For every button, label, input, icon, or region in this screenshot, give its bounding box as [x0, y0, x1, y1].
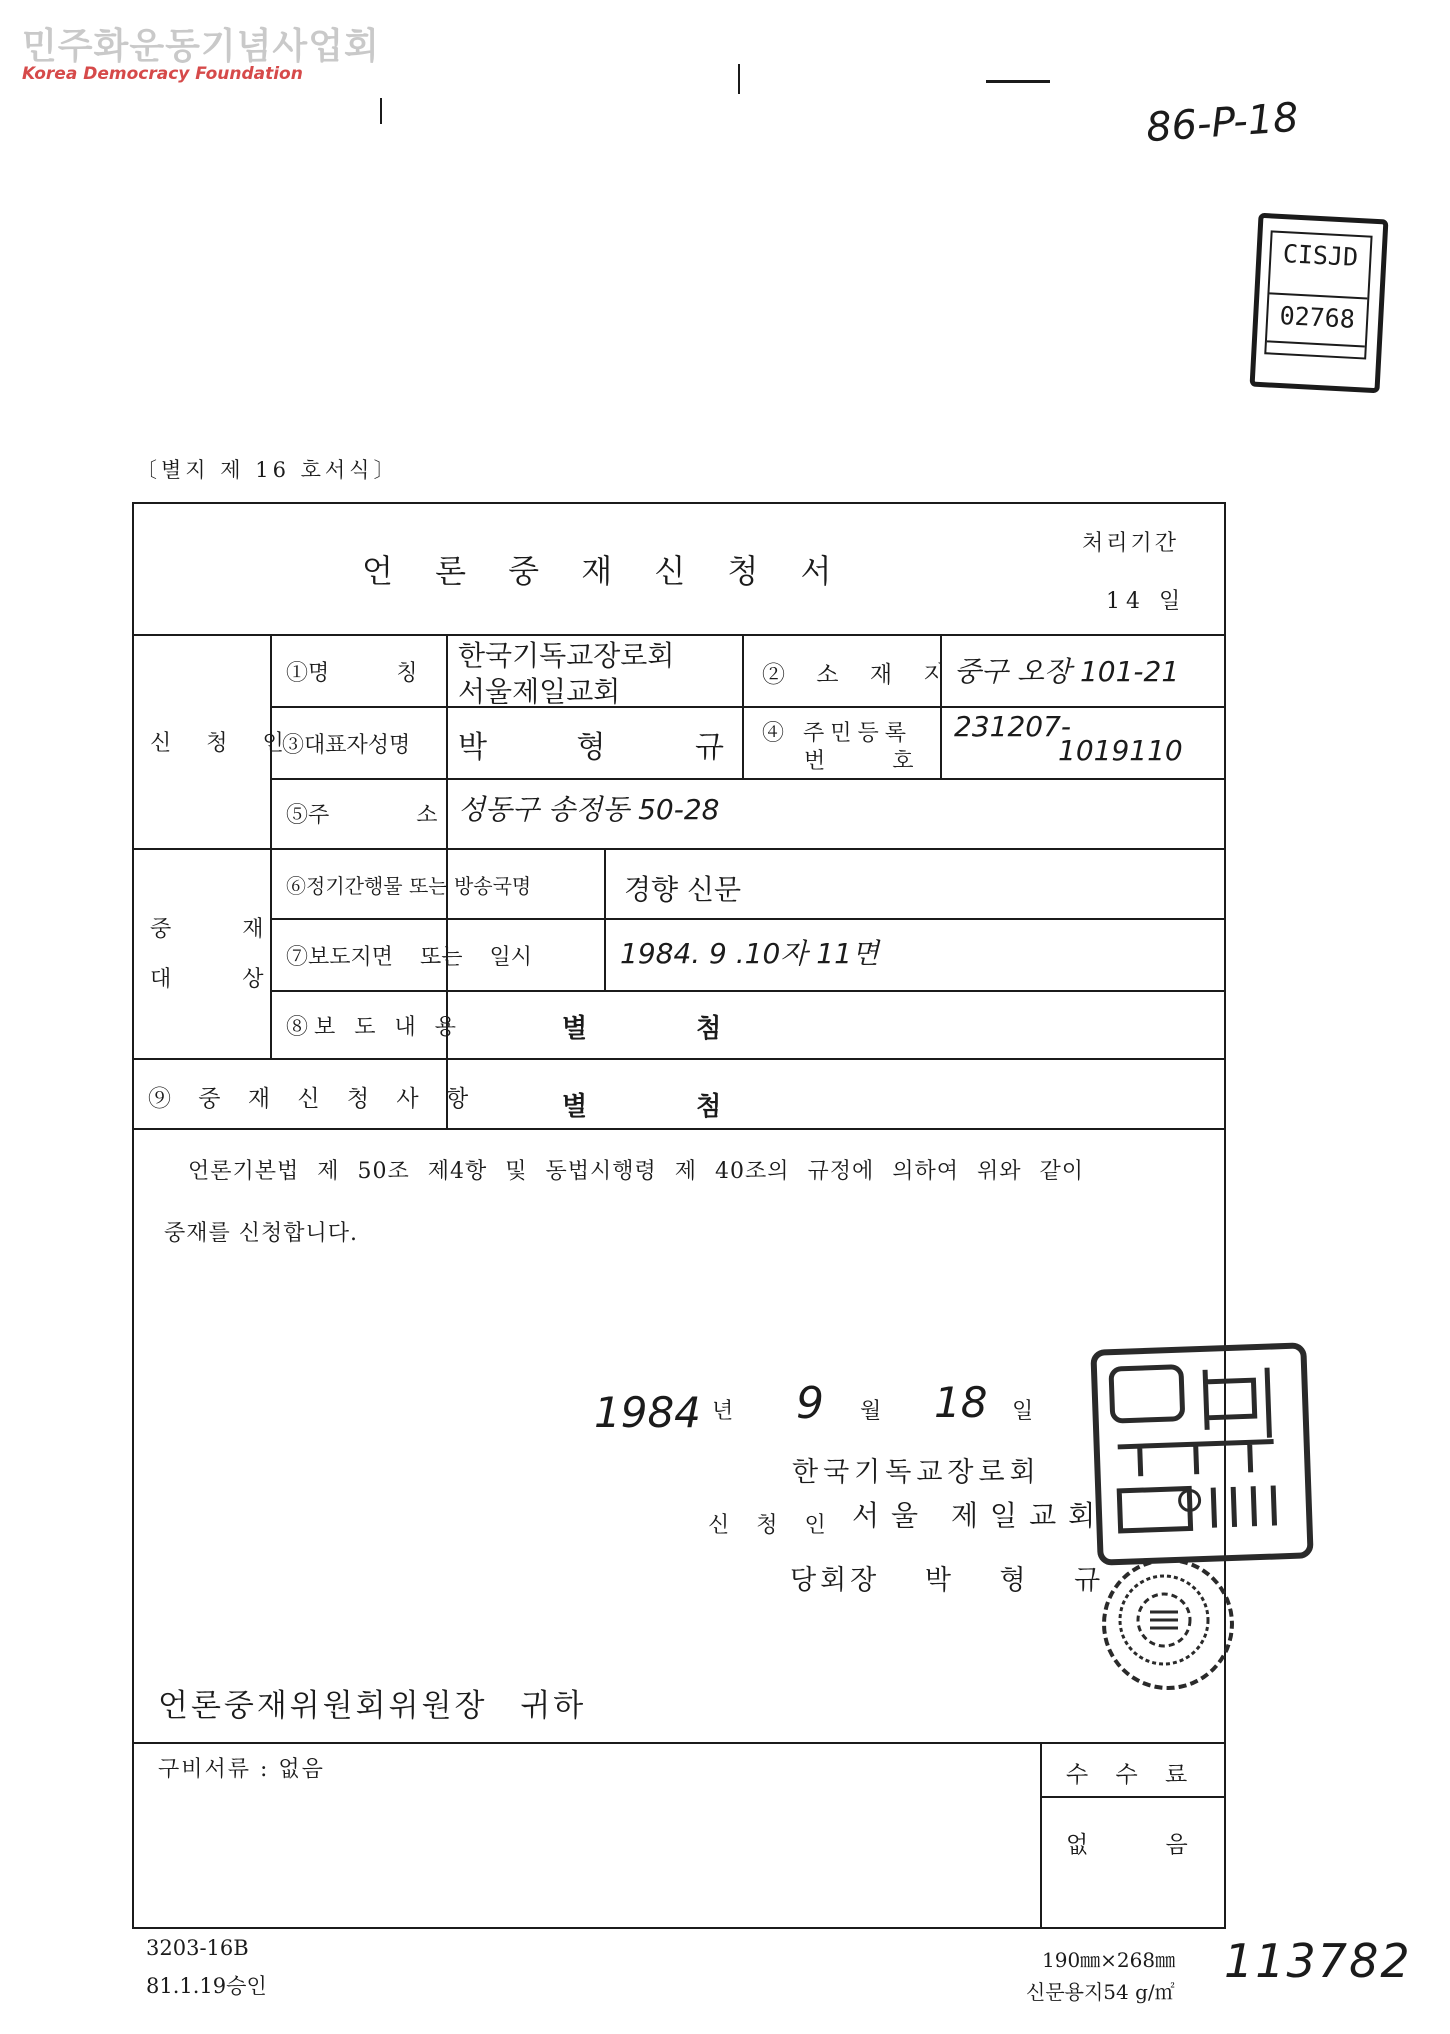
date-day: 18 [934, 1378, 988, 1427]
report-label: ⑦보도지면 또는 일시 [286, 945, 533, 970]
fee-label: 수 수 료 [1066, 1762, 1188, 1788]
scan-mark [380, 98, 382, 124]
watermark-english: Korea Democracy Foundation [22, 64, 303, 84]
date-year: 1984 [594, 1388, 701, 1437]
processing-period-label: 처리기간 [1082, 531, 1180, 556]
statement-line2: 중재를 신청합니다. [164, 1221, 359, 1246]
content-value: 별 첨 [562, 1014, 722, 1044]
handwritten-bottom-note: 113782 [1224, 1934, 1412, 1988]
statement-line1: 언론기본법 제 50조 제4항 및 동법시행령 제 40조의 규정에 의하여 위와 같이 [188, 1159, 1084, 1184]
name-value-line1: 한국기독교장로회 [458, 639, 675, 672]
footer-form-code: 3203-16B [146, 1936, 249, 1960]
scan-mark [986, 80, 1050, 83]
round-seal-pattern [1106, 1562, 1222, 1678]
signature-rep-line: 당회장 박 형 규 [790, 1565, 1105, 1596]
address-label: ⑤주 소 [286, 803, 438, 828]
date-month: 9 [796, 1378, 824, 1429]
mediation-section-label-1: 중 재 [150, 917, 264, 942]
signature-org-line1: 한국기독교장로회 [792, 1457, 1041, 1488]
location-value: 중구 오장 101-21 [954, 655, 1180, 688]
addressee: 언론중재위원회위원장 귀하 [158, 1688, 587, 1724]
content-label: ⑧보 도 내 용 [286, 1015, 462, 1040]
signature-org-line2: 서울 제일교회 [852, 1499, 1108, 1532]
location-label: ② 소 재 지 [762, 662, 958, 688]
fee-value: 없 음 [1066, 1832, 1188, 1858]
mediation-section-label-2: 대 상 [150, 967, 264, 992]
round-seal [1102, 1558, 1234, 1690]
footer-size: 190㎜×268㎜ [1042, 1948, 1176, 1972]
address-value: 성동구 송정동 50-28 [458, 793, 720, 826]
representative-label: ③대표자성명 [282, 733, 411, 758]
publication-label: ⑥정기간행물 또는 방송국명 [286, 874, 532, 898]
processing-period-value: 14 일 [1106, 589, 1187, 614]
resident-number-label-2: 번 호 [804, 749, 914, 774]
watermark-korean: 민주화운동기념사업회 [22, 26, 380, 67]
resident-number-label-1: ④ 주민등록 [762, 721, 913, 746]
archive-stamp-code: CISJD [1282, 239, 1359, 272]
resident-number-value-2: 1019110 [1058, 734, 1183, 767]
publication-value: 경향 신문 [624, 873, 742, 906]
request-value: 별 첨 [562, 1092, 722, 1122]
name-label: ①명 칭 [286, 661, 418, 686]
archive-stamp-number: 02768 [1268, 292, 1368, 334]
form-label: 〔별지 제 16 호서식〕 [136, 458, 399, 482]
signature-label: 신 청 인 [708, 1513, 836, 1538]
square-seal-pattern [1097, 1349, 1296, 1548]
form-title: 언 론 중 재 신 청 서 [362, 552, 848, 590]
representative-value: 박 형 규 [458, 730, 725, 765]
date-day-unit: 일 [1012, 1399, 1034, 1424]
handwritten-top-note: 86-P-18 [1144, 94, 1301, 152]
footer-approval: 81.1.19승인 [146, 1974, 267, 1998]
applicant-section-label: 신 청 인 [150, 731, 298, 756]
date-year-unit: 년 [712, 1399, 734, 1424]
report-value: 1984. 9 .10자 11면 [620, 937, 879, 970]
archive-stamp [1250, 213, 1389, 394]
date-month-unit: 월 [860, 1399, 882, 1424]
attachments-label: 구비서류 : 없음 [158, 1757, 325, 1782]
name-value-line2: 서울제일교회 [458, 675, 621, 708]
resident-number-value-1: 231207- [954, 710, 1071, 743]
request-label: ⑨ 중 재 신 청 사 항 [148, 1086, 479, 1112]
square-seal [1090, 1342, 1313, 1565]
footer-paper: 신문용지54 g/㎡ [1026, 1980, 1175, 2004]
scan-mark [738, 64, 740, 94]
